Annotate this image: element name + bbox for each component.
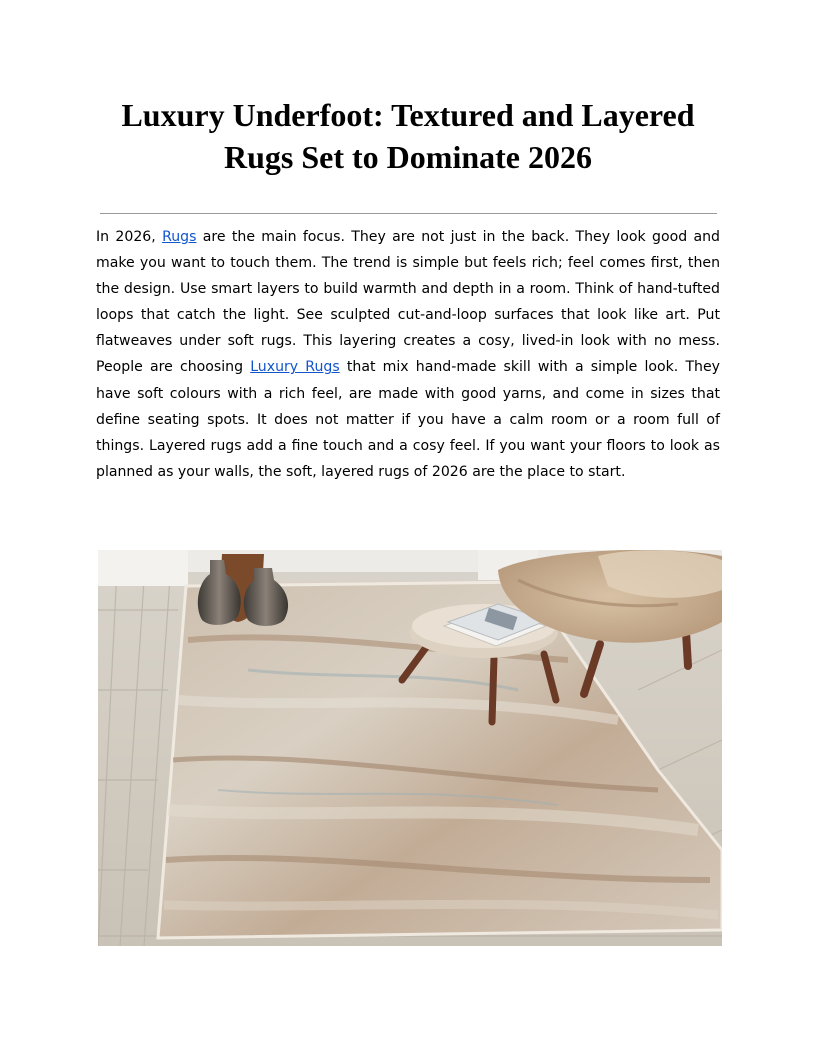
title-divider (100, 213, 717, 214)
title-line-1: Luxury Underfoot: Textured and Layered (121, 97, 695, 133)
page-title (96, 94, 720, 178)
title-line-2: Rugs Set to Dominate 2026 (224, 139, 592, 175)
rugs-link[interactable]: Rugs (162, 229, 197, 245)
paragraph-text-1: In 2026, (96, 229, 163, 245)
body-paragraph (96, 224, 720, 485)
paragraph-text-3: that mix hand-made skill with a simple look. They have soft colours with a rich feel, are made with good yarns, and come in sizes that define seating spots. It does not matter if you have a calm room or a room full of things. Layered rugs add a fine touch and a cosy feel. If you want your floors to look as planned as your walls, the soft, layered rugs of 2026 are the place to start. (96, 359, 720, 480)
curtain (98, 550, 188, 586)
paragraph-text-2: are the main focus. They are not just in the back. They look good and make you want to touch them. The trend is simple but feels rich; feel comes first, then the design. Use smart layers to build warmth and depth in a room. Think of hand-tufted loops that catch the light. See sculpted cut-and-loop surfaces that look like art. Put flatweaves under soft rugs. This layering creates a cosy, lived-in look with no mess. People are choosing (96, 229, 720, 376)
rug-photo (98, 550, 722, 946)
luxury-rugs-link[interactable]: Luxury Rugs (250, 359, 340, 376)
